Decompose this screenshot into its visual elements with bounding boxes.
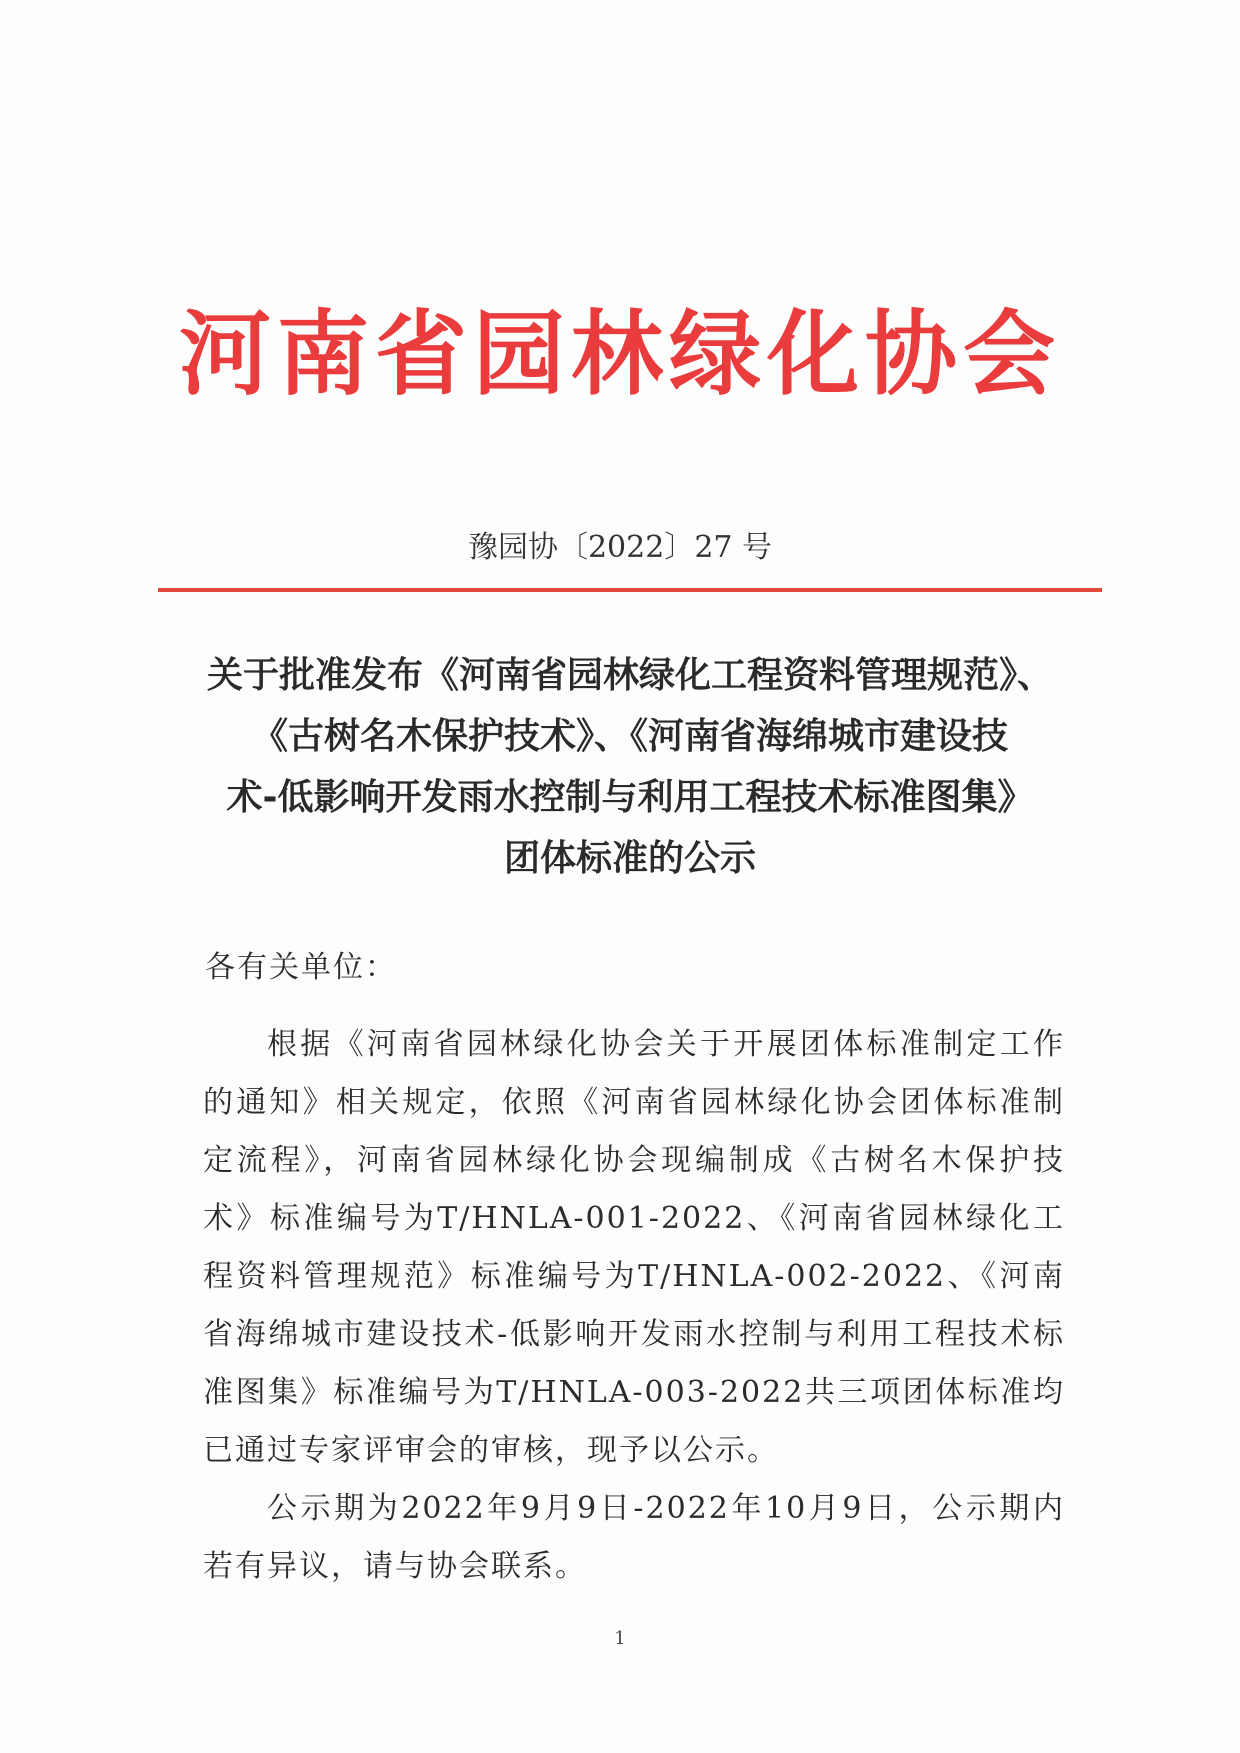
body-paragraph-2: 公示期为2022年9月9日-2022年10月9日，公示期内若有异议，请与协会联系。 (203, 1491, 1065, 1584)
title-line-4: 团体标准的公示 (503, 838, 756, 879)
title-line-3: 术-低影响开发雨水控制与利用工程技术标准图集》 (226, 777, 1034, 818)
title-line-1: 关于批准发布《河南省园林绿化工程资料管理规范》、 (206, 655, 1053, 696)
body-paragraph-1: 根据《河南省园林绿化协会关于开展团体标准制定工作的通知》相关规定，依照《河南省园林绿化协会团体标准制定流程》，河南省园林绿化协会现编制成《古树名木保护技术》标准编号为T/HNLA-001-2022、《河南省园林绿化工程资料管理规范》标准编号为T/HNLA-002-2022、《河南省海绵城市建设技术-低影响开发雨水控制与利用工程技术标准图集》标准编号为T/HNLA-003-2022共三项团体标准均已通过专家评审会的审核，现予以公示。 (203, 1027, 1065, 1468)
title-line-2: 《古树名木保护技术》、《河南省海绵城市建设技 (251, 716, 1008, 757)
organization-masthead: 河南省园林绿化协会 (178, 301, 1061, 408)
red-divider-rule (158, 588, 1102, 592)
notice-title (190, 645, 1070, 889)
document-number: 豫园协〔2022〕27 号 (467, 530, 773, 565)
salutation: 各有关单位： (205, 950, 397, 985)
page-number: 1 (614, 1628, 626, 1649)
body-text (203, 1016, 1065, 1596)
